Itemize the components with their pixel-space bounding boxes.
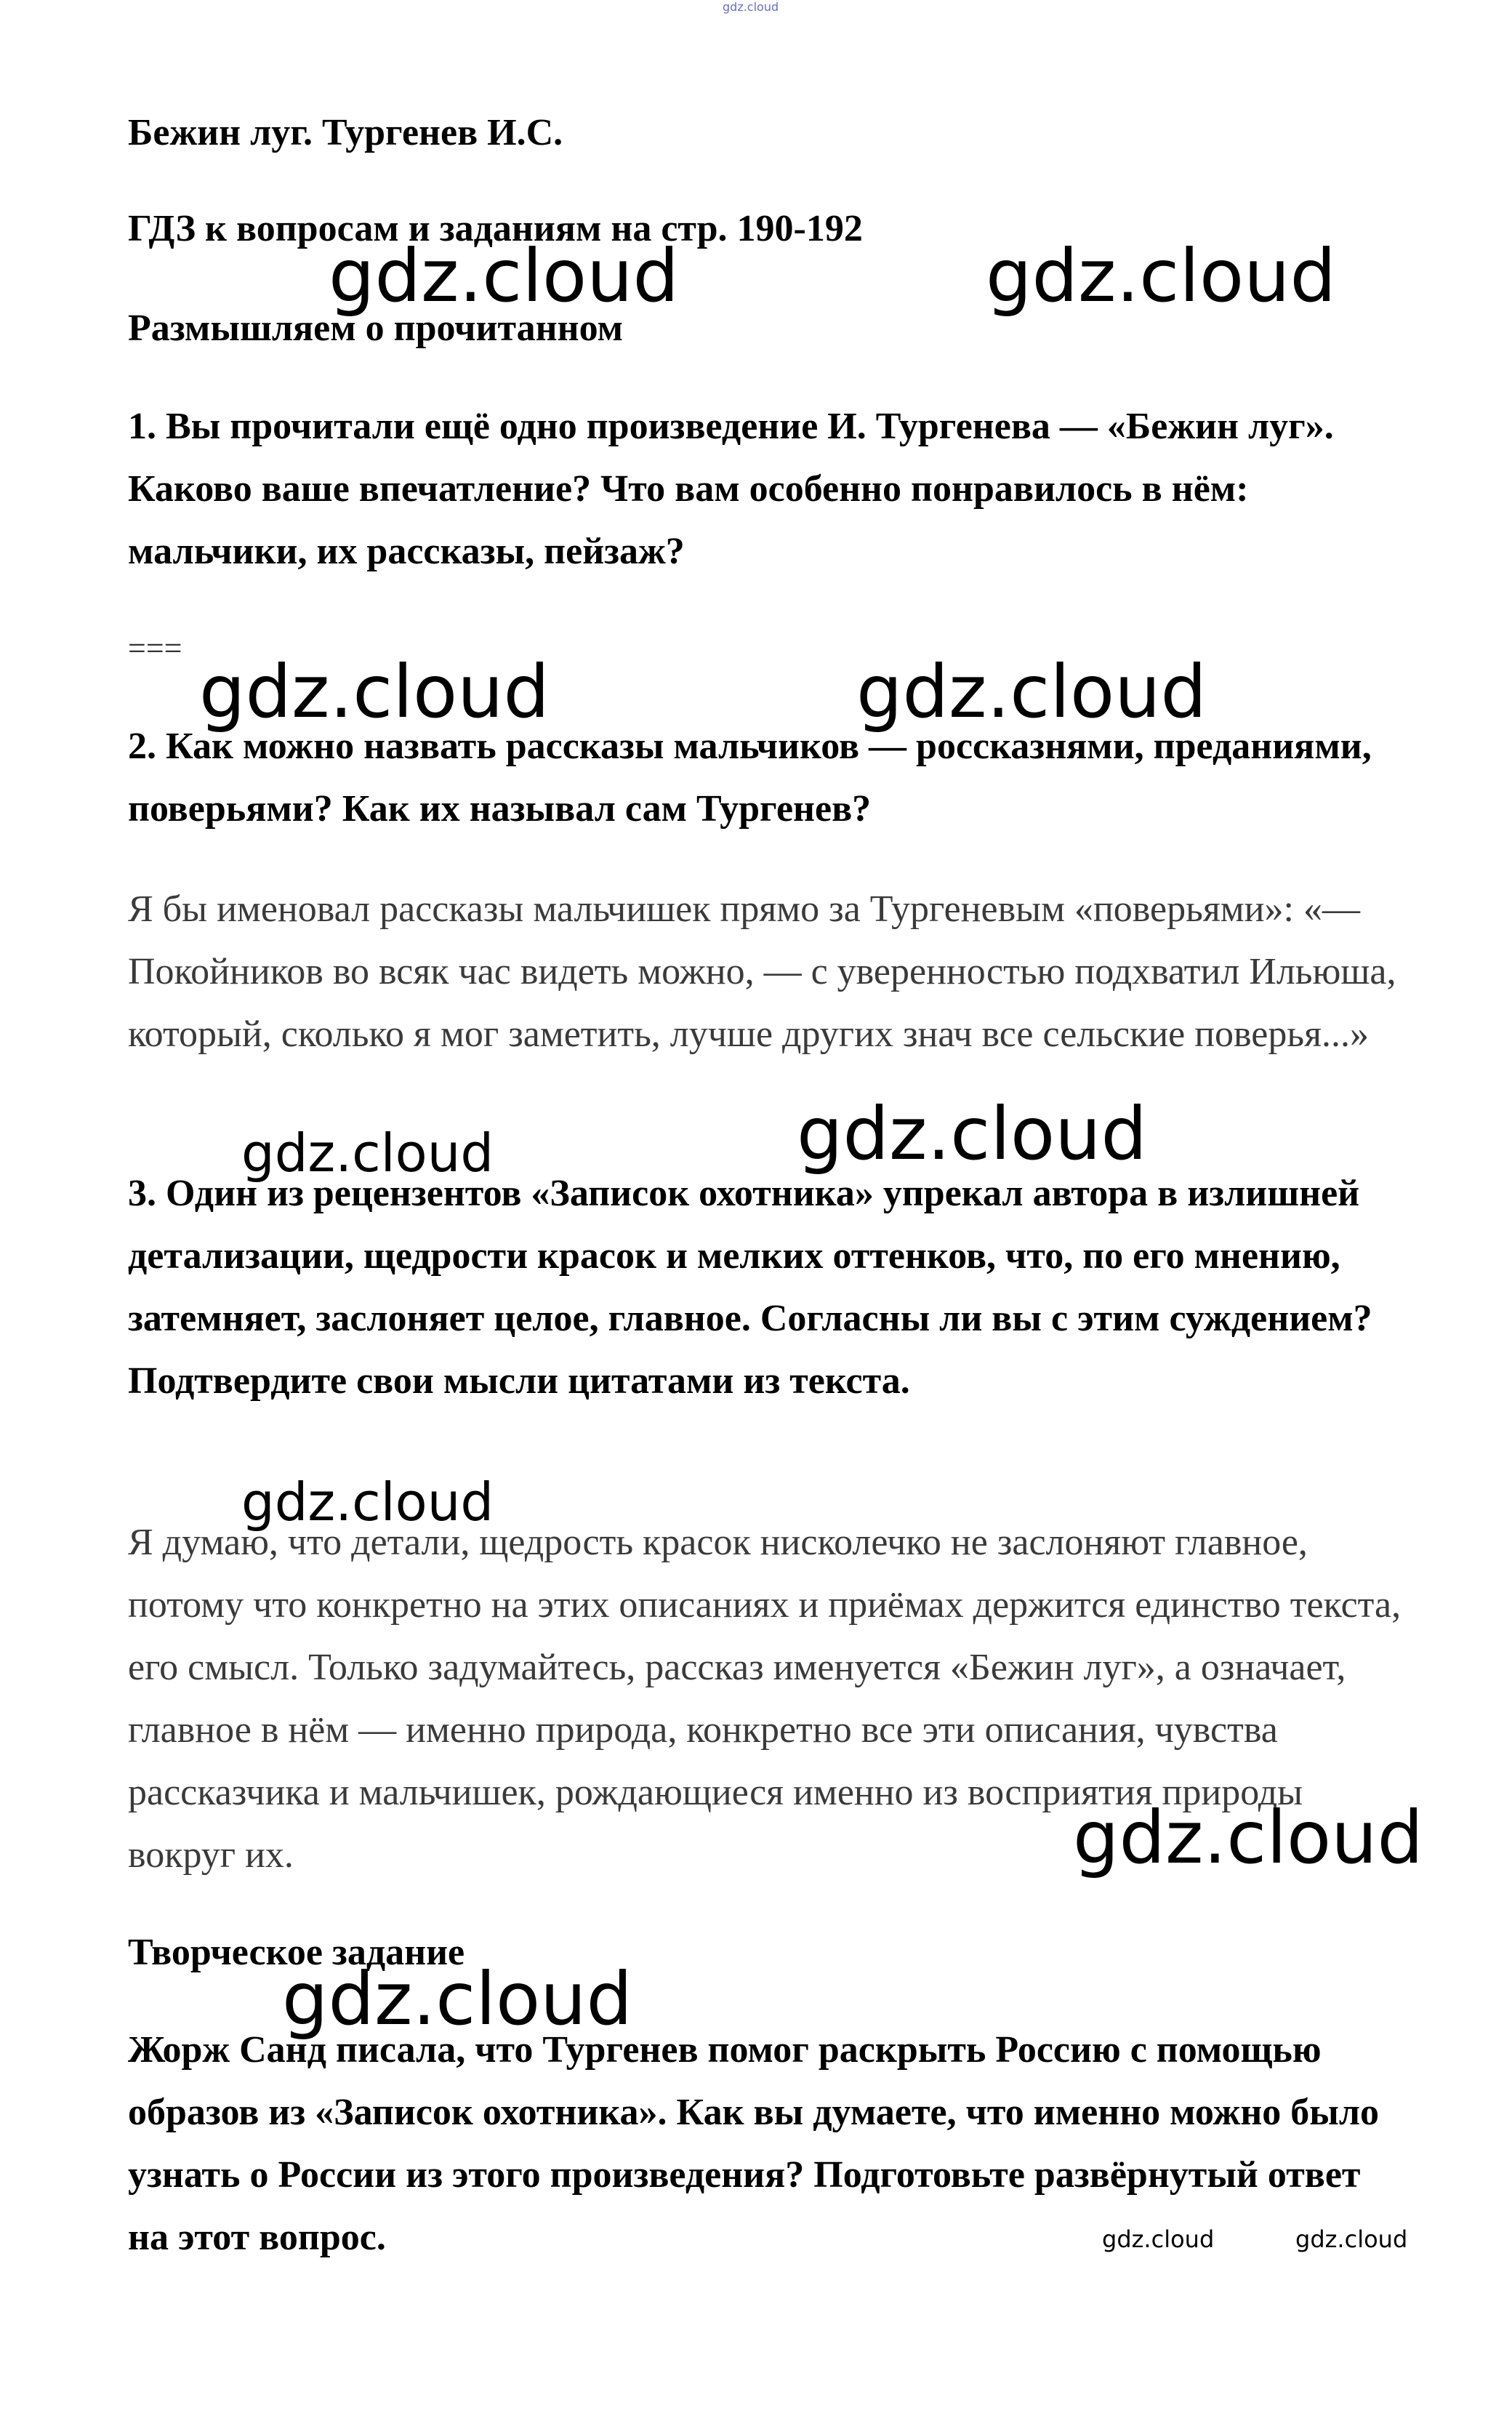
question-3: 3. Один из рецензентов «Записок охотника» упрекал автора в излишней детализации, щедрости красок и мелких оттенков, что, по его мнению, затемняет, заслоняет целое, главное. Согласны ли вы с этим суждением? Подтвердите свои мысли цитатами из текста. xyxy=(128,1173,1372,1402)
watermark: gdz.cloud xyxy=(282,1956,633,2041)
header-watermark: gdz.cloud xyxy=(723,0,779,14)
question-2: 2. Как можно назвать рассказы мальчиков — россказнями, преданиями, поверьями? Как их называл сам Тургенев? xyxy=(128,726,1372,830)
watermark: gdz.cloud xyxy=(856,649,1207,734)
separator: === xyxy=(128,630,182,666)
watermark: gdz.cloud xyxy=(199,649,550,734)
watermark: gdz.cloud xyxy=(797,1091,1148,1176)
section-heading-reflection: Размышляем о прочитанном xyxy=(128,308,624,349)
watermark: gdz.cloud xyxy=(329,233,680,318)
watermark: gdz.cloud xyxy=(241,1123,494,1184)
page-title: Бежин луг. Тургенев И.С. xyxy=(128,112,563,153)
creative-task: Жорж Санд писала, что Тургенев помог раскрыть Россию с помощью образов из «Записок охотника». Как вы думаете, что именно можно было узнать о России из этого произведения? Подготовьте развёрнутый ответ на этот вопрос. xyxy=(128,2029,1380,2258)
watermark: gdz.cloud xyxy=(986,233,1337,318)
answer-3: Я думаю, что детали, щедрость красок нисколечко не заслоняют главное, потому что конкретно на этих описаниях и приёмах держится единство текста, его смысл. Только задумайтесь, рассказ именуется «Бежин луг», а означает, главное в нём — именно природа, конкретно все эти описания, чувства рассказчика и мальчишек, рождающиеся именно из восприятия природы вокруг их. xyxy=(128,1522,1402,1876)
watermark: gdz.cloud xyxy=(241,1472,494,1533)
page-subtitle: ГДЗ к вопросам и заданиям на стр. 190-192 xyxy=(128,208,863,249)
section-heading-creative: Творческое задание xyxy=(128,1932,465,1973)
watermark: gdz.cloud xyxy=(1295,2225,1408,2253)
watermark: gdz.cloud xyxy=(1073,1795,1424,1880)
question-1: 1. Вы прочитали ещё одно произведение И. Тургенева — «Бежин луг». Каково ваше впечатление? Что вам особенно понравилось в нём: мальчики, их рассказы, пейзаж? xyxy=(128,406,1334,572)
answer-2: Я бы именовал рассказы мальчишек прямо за Тургеневым «поверьями»: «— Покойников во всяк час видеть можно, — с уверенностью подхватил Ильюша, который, сколько я мог заметить, лучше других знач все сельские поверья...» xyxy=(128,888,1396,1055)
watermark: gdz.cloud xyxy=(1102,2225,1215,2253)
